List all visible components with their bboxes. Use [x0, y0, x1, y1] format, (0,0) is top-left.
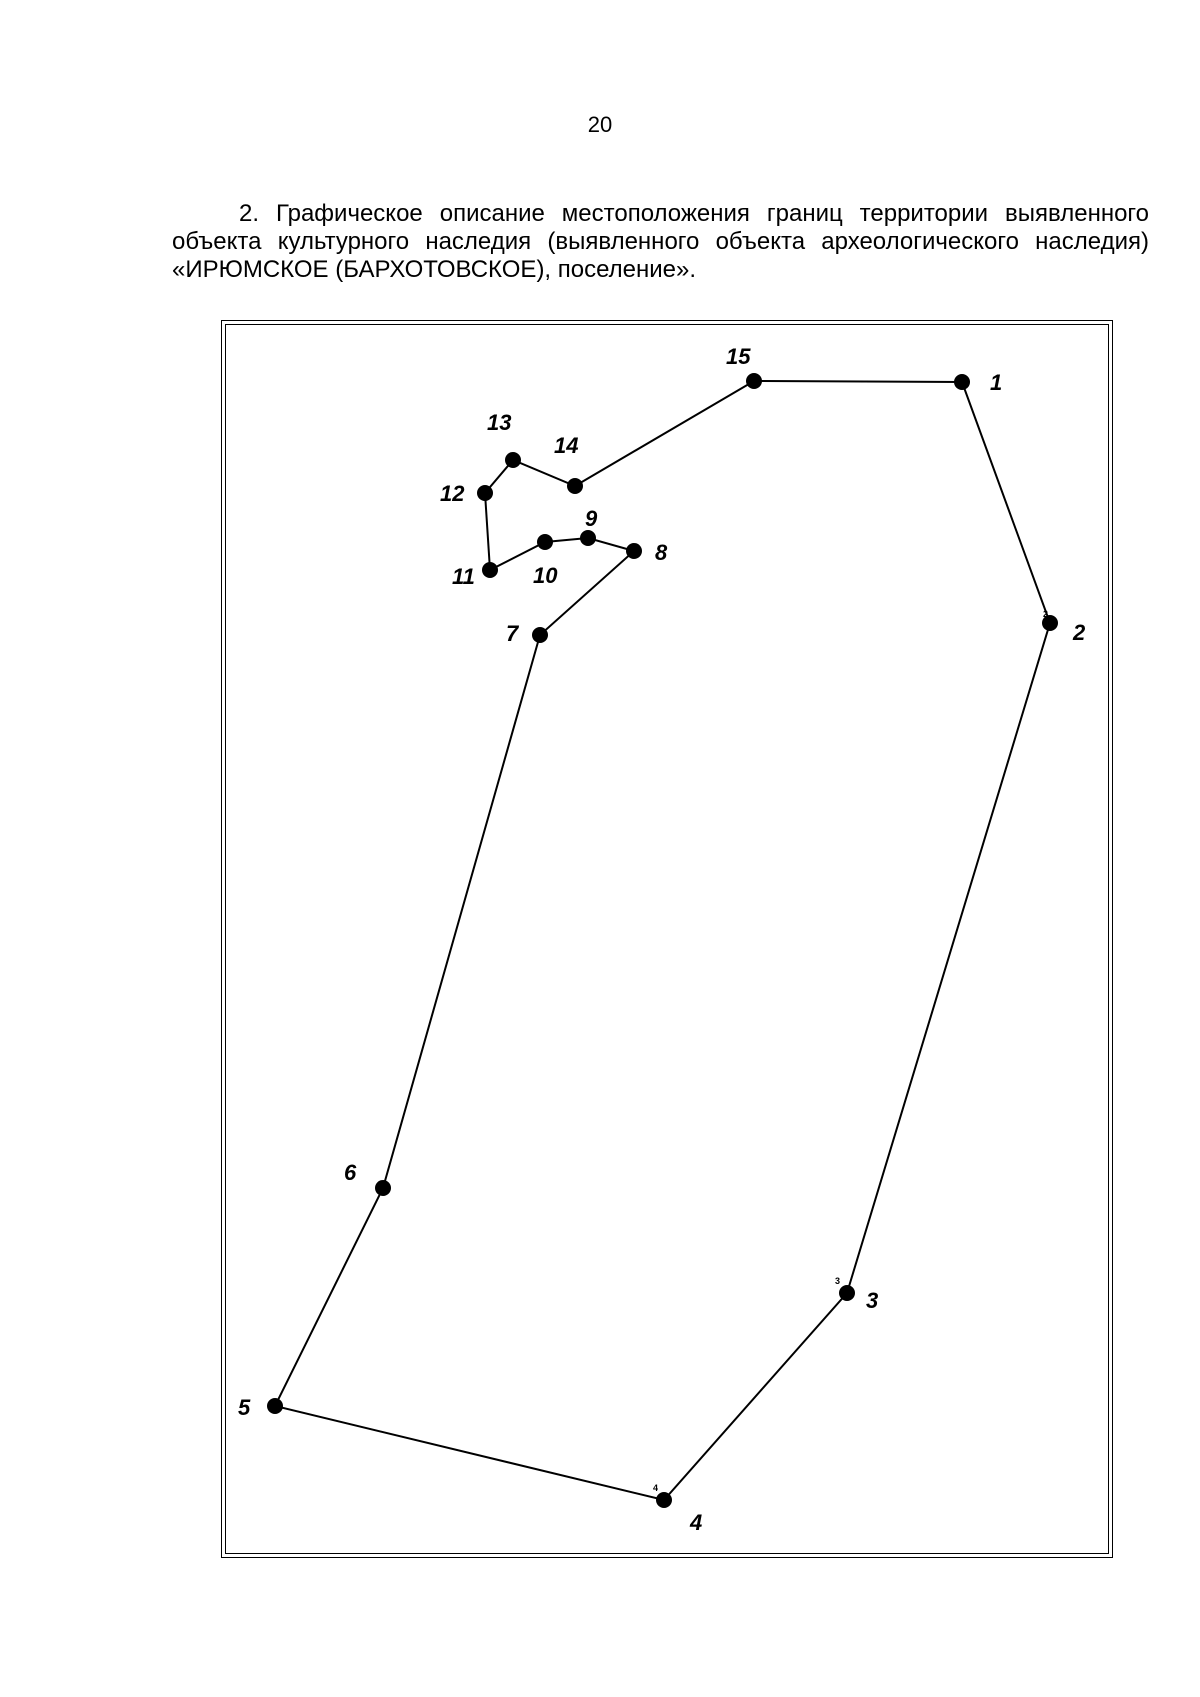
- boundary-point-marker-9: [580, 530, 596, 546]
- boundary-point-label-2: 2: [1073, 620, 1086, 645]
- boundary-point-marker-4: [656, 1492, 672, 1508]
- boundary-point-label-11: 11: [452, 564, 475, 589]
- boundary-point-marker-15: [746, 373, 762, 389]
- boundary-point-marker-6: [375, 1180, 391, 1196]
- boundary-point-label-12: 12: [440, 481, 465, 506]
- boundary-point-label-4: 4: [690, 1510, 703, 1535]
- boundary-point-marker-10: [537, 534, 553, 550]
- boundary-point-label-5: 5: [238, 1395, 251, 1420]
- boundary-point-label-7: 7: [506, 621, 519, 646]
- boundary-point-marker-13: [505, 452, 521, 468]
- boundary-point-small-label-3: 3: [835, 1276, 841, 1286]
- boundary-point-marker-11: [482, 562, 498, 578]
- boundary-point-label-3: 3: [866, 1288, 879, 1313]
- boundary-point-marker-1: [954, 374, 970, 390]
- boundary-point-marker-12: [477, 485, 493, 501]
- section-caption: 2. Графическое описание местоположения границ территории выявленного объекта культурного наследия (выявленного объекта археологического наследия) «ИРЮМСКОЕ (БАРХОТОВСКОЕ), поселение».: [172, 200, 1149, 283]
- boundary-point-marker-8: [626, 543, 642, 559]
- boundary-point-small-label-4: 4: [653, 1483, 659, 1493]
- boundary-point-label-10: 10: [533, 563, 558, 588]
- page-number: 20: [587, 112, 613, 137]
- boundary-point-small-label-2: 2: [1043, 609, 1049, 619]
- boundary-point-marker-5: [267, 1398, 283, 1414]
- boundary-point-label-9: 9: [585, 506, 598, 531]
- boundary-point-label-1: 1: [990, 370, 1003, 395]
- boundary-point-label-13: 13: [487, 410, 512, 435]
- boundary-point-label-15: 15: [726, 344, 751, 369]
- boundary-point-marker-7: [532, 627, 548, 643]
- boundary-point-marker-3: [839, 1285, 855, 1301]
- boundary-point-label-8: 8: [655, 540, 668, 565]
- boundary-point-marker-14: [567, 478, 583, 494]
- boundary-point-label-14: 14: [554, 433, 579, 458]
- boundary-point-label-6: 6: [344, 1160, 357, 1185]
